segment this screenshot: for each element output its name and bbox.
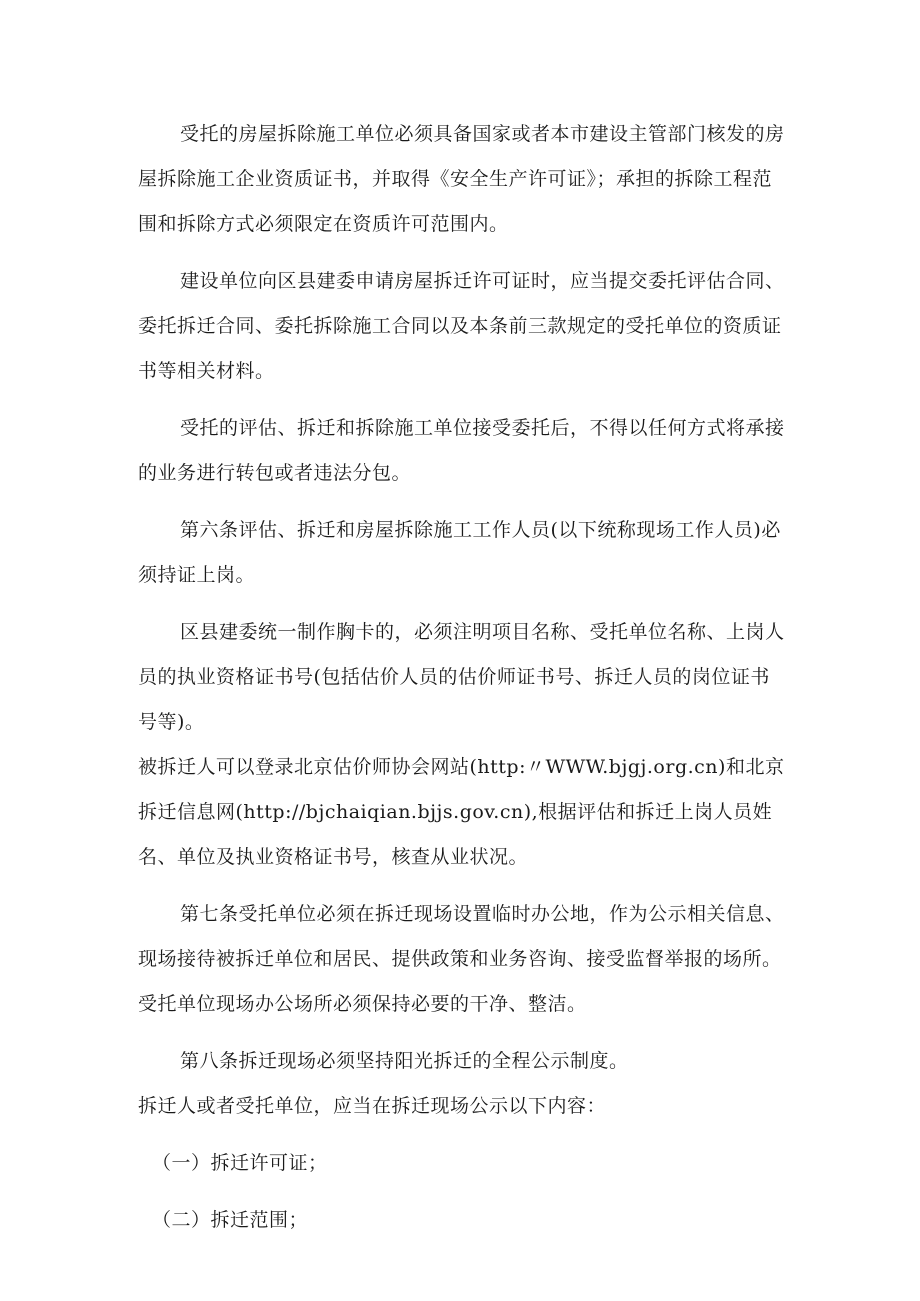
paragraph-article-7: 第七条受托单位必须在拆迁现场设置临时办公地，作为公示相关信息、现场接待被拆迁单位和居民、提供政策和业务咨询、接受监督举报的场所。 bbox=[138, 903, 785, 970]
paragraph-article-8: 第八条拆迁现场必须坚持阳光拆迁的全程公示制度。 bbox=[180, 1050, 629, 1072]
list-item-permit: （一）拆迁许可证； bbox=[152, 1152, 328, 1174]
list-item-scope: （二）拆迁范围； bbox=[152, 1209, 309, 1231]
paragraph-publicity-contents: 拆迁人或者受托单位，应当在拆迁现场公示以下内容： bbox=[138, 1095, 607, 1117]
paragraph-no-subcontracting: 受托的评估、拆迁和拆除施工单位接受委托后，不得以任何方式将承接的业务进行转包或者违法分包。 bbox=[138, 417, 785, 484]
document-body bbox=[138, 112, 788, 1255]
paragraph-office-cleanliness: 受托单位现场办公场所必须保持必要的干净、整洁。 bbox=[138, 993, 587, 1015]
paragraph-verification-websites: 被拆迁人可以登录北京估价师协会网站(http:〃WWW.bjgj.org.cn)和北京拆迁信息网(http://bjchaiqian.bjjs.gov.cn),根据评估和拆迁上岗人员姓名、单位及执业资格证书号，核查从业状况。 bbox=[138, 756, 785, 868]
paragraph-article-6: 第六条评估、拆迁和房屋拆除施工工作人员(以下统称现场工作人员)必须持证上岗。 bbox=[138, 519, 781, 586]
paragraph-permit-application: 建设单位向区县建委申请房屋拆迁许可证时，应当提交委托评估合同、委托拆迁合同、委托拆除施工合同以及本条前三款规定的受托单位的资质证书等相关材料。 bbox=[138, 270, 785, 382]
paragraph-badge-requirements: 区县建委统一制作胸卡的，必须注明项目名称、受托单位名称、上岗人员的执业资格证书号(包括估价人员的估价师证书号、拆迁人员的岗位证书号等)。 bbox=[138, 621, 785, 733]
paragraph-demolition-qualification: 受托的房屋拆除施工单位必须具备国家或者本市建设主管部门核发的房屋拆除施工企业资质证书，并取得《安全生产许可证》；承担的拆除工程范围和拆除方式必须限定在资质许可范围内。 bbox=[138, 123, 785, 235]
